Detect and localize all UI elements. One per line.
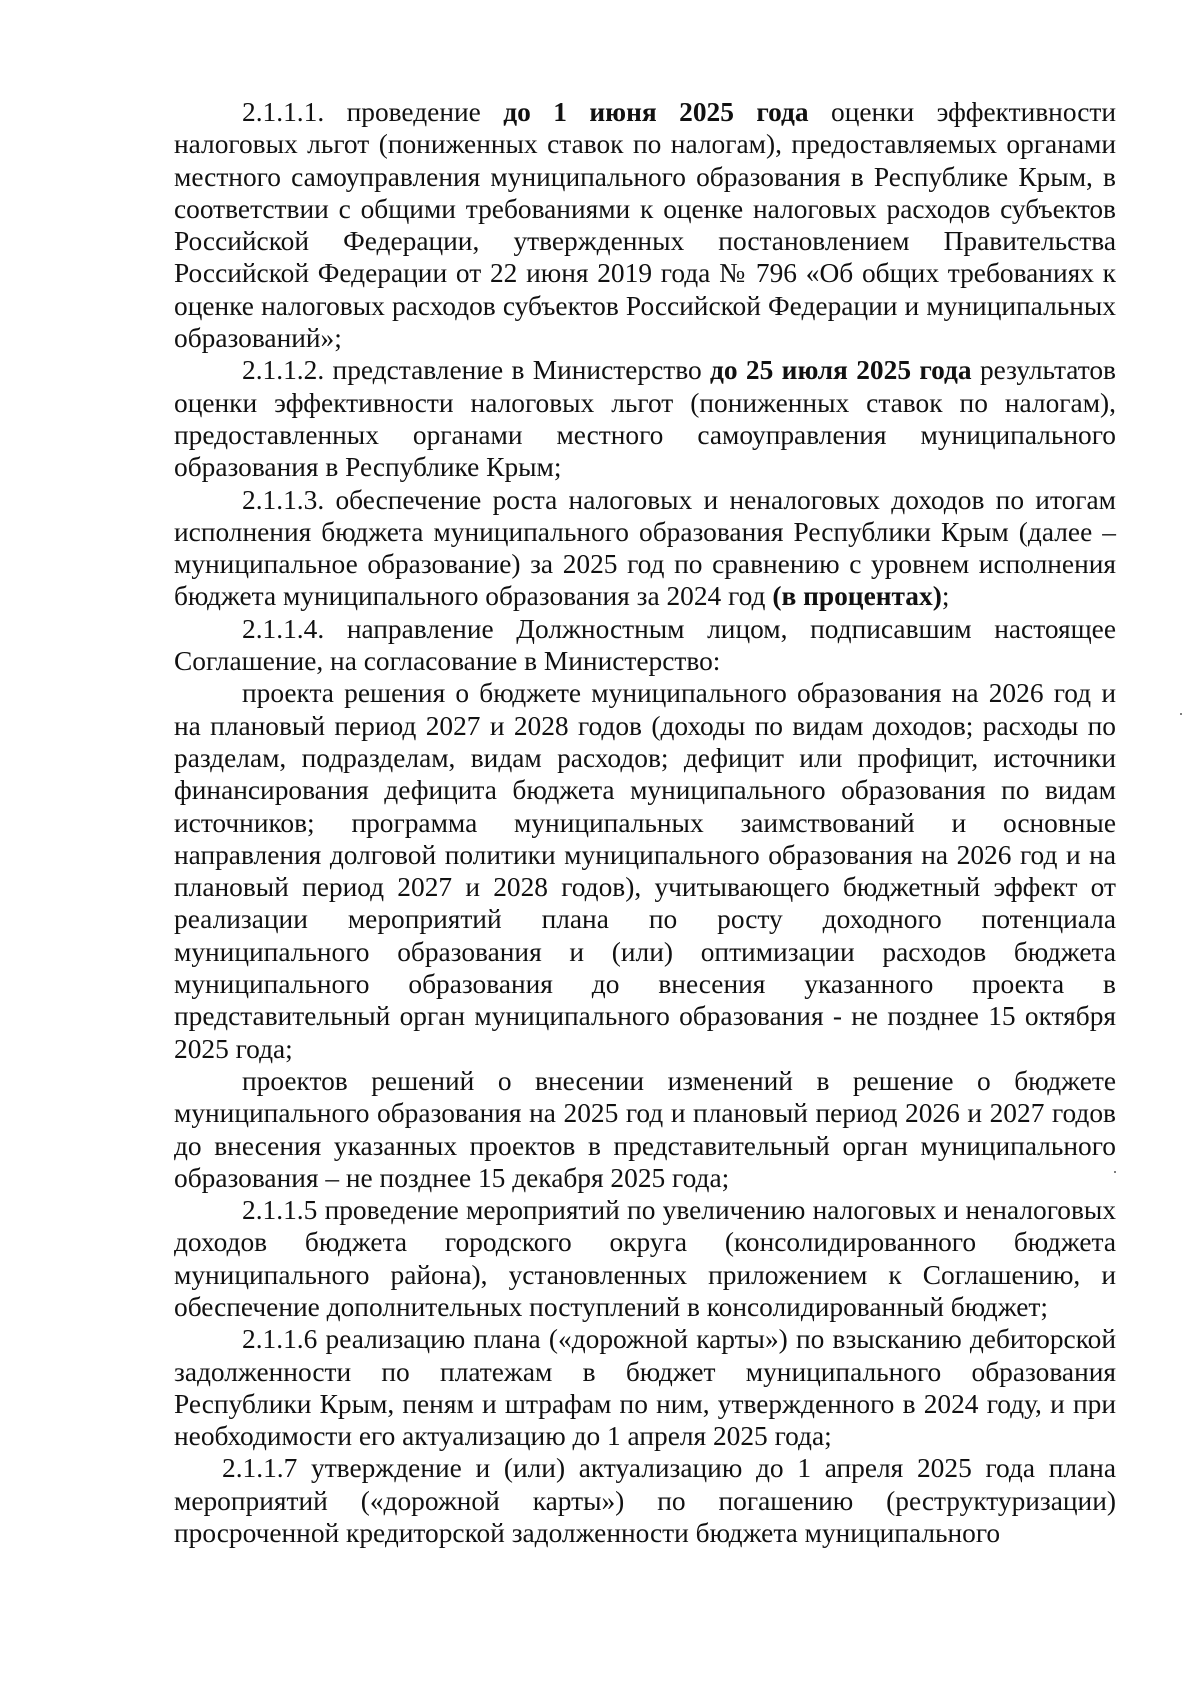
text-segment: проекта решения о бюджете муниципального образования на 2026 год и на плановый период 2027 и 2028 годов (доходы по видам доходов; расходы по разделам, подразделам, видам расходов; дефицит или профицит, источники финансирования дефицита бюджета муниципального образования по видам источников; программа муниципальных заимствований и основные направления долговой политики муниципального образования на 2026 год и на плановый период 2027 и 2028 годов), учитывающего бюджетный эффект от реализации мероприятий плана по росту доходного потенциала муниципального образования и (или) оптимизации расходов бюджета муниципального образования до внесения указанного проекта в представительный орган муниципального образования - не позднее 15 октября 2025 года; [174,678,1116,1064]
text-segment: проектов решений о внесении изменений в решение о бюджете муниципального образования на 2025 год и плановый период 2026 и 2027 годов до внесения указанных проектов в представительный орган муниципального образования – не позднее 15 декабря 2025 года; [174,1065,1116,1193]
paragraph-p2114 [174,613,1116,678]
text-segment: 2.1.1.5 проведение мероприятий по увеличению налоговых и неналоговых доходов бюджета городского округа (консолидированного бюджета муниципального района), установленных приложением к Соглашению, и обеспечение дополнительных поступлений в консолидированный бюджет; [174,1195,1116,1322]
text-segment: 2.1.1.4. направление Должностным лицом, подписавшим настоящее Соглашение, на согласование в Министерство: [174,613,1116,677]
text-segment: результатов оценки эффективности налоговых льгот (пониженных ставок по налогам), предоставленных органами местного самоуправления муниципального образования в Республике Крым; [174,355,1116,483]
text-segment: 2.1.1.3. обеспечение роста налоговых и неналоговых доходов по итогам исполнения бюджета муниципального образования Республики Крым (далее – муниципальное образование) за 2025 год по сравнению с уровнем исполнения бюджета муниципального образования за 2024 год [174,484,1116,612]
paragraph-p2113 [174,484,1116,613]
paragraph-p2112 [174,354,1116,483]
paragraph-p2115 [174,1194,1116,1323]
text-segment: 2.1.1.7 утверждение и (или) актуализацию до 1 апреля 2025 года плана мероприятий («дорожной карты») по погашению (реструктуризации) просроченной кредиторской задолженности бюджета муниципального [174,1453,1116,1549]
paragraph-p2116 [174,1323,1116,1452]
paragraph-p2117 [174,1452,1116,1549]
text-segment: ; [941,581,950,612]
text-segment: оценки эффективности налоговых льгот (пониженных ставок по налогам), предоставляемых органами местного самоуправления муниципального образования в Республике Крым, в соответствии с общими требованиями к оценке налоговых расходов субъектов Российской Федерации, утвержденных постановлением Правительства Российской Федерации от 22 июня 2019 года № 796 «Об общих требованиях к оценке налоговых расходов субъектов Российской Федерации и муниципальных образований»; [174,97,1116,354]
text-segment: 2.1.1.6 реализацию плана («дорожной карты») по взысканию дебиторской задолженности по платежам в бюджет муниципального образования Республики Крым, пеням и штрафам по ним, утвержденного в 2024 году, и при необходимости его актуализацию до 1 апреля 2025 года; [174,1324,1116,1452]
bold-text-segment: (в процентах) [772,581,942,612]
scan-speck [1114,1171,1116,1173]
paragraph-p2111 [174,96,1116,354]
bold-text-segment: до 1 июня 2025 года [503,97,809,127]
scan-speck [1180,713,1182,715]
paragraph-p2114b [174,1065,1116,1194]
paragraph-p2114a [174,677,1116,1065]
document-body [174,96,1116,1549]
text-segment: 2.1.1.2. представление в Министерство [242,355,710,386]
bold-text-segment: до 25 июля 2025 года [710,355,972,386]
text-segment: 2.1.1.1. проведение [242,97,504,127]
